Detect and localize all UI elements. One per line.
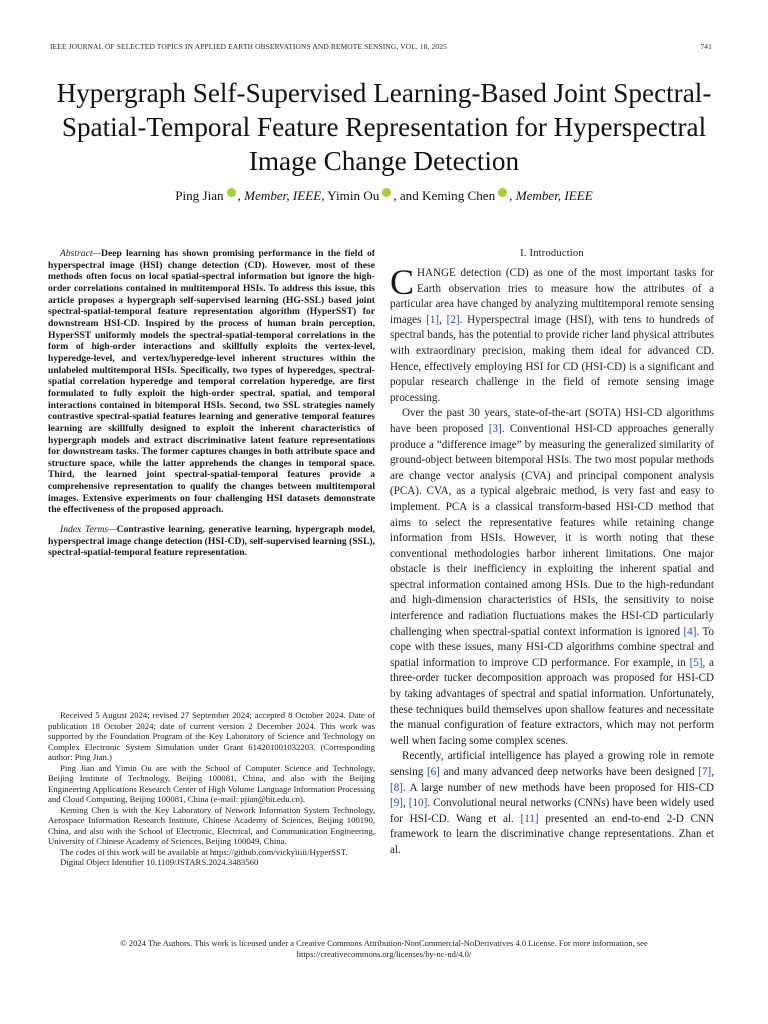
index-terms: [48, 524, 375, 559]
section-heading: I. Introduction: [520, 248, 584, 259]
orcid-icon[interactable]: [498, 188, 507, 197]
citation-link[interactable]: [6]: [426, 766, 440, 778]
footnote-code: The codes of this work will be available at https://github.com/vickyiiiii/HyperSST.: [60, 846, 348, 857]
paragraph-text: . Conventional HSI-CD approaches generally produce a “difference image” by measuring the generalized similarity of ground-object between bitemporal HSIs. The two most popular methods are change vector analysis (CVA) and principal component analysis (PCA). CVA, as a typical algebraic method, is very fast and easy to implement. PCA is a classical transform-based HSI-CD method that aims to select the representative features while retaining change information from HSIs. However, it is worth noting that these conventional methodologies harbor inherent limitations. One major obstacle is their inefficiency in exploiting the inherent spatial and spectral information contained among HSIs. Due to the high-redundant and high-dimension characteristics of HSIs, the sensitivity to noise interference and radiation fluctuations makes the HSI-CD particularly challenging when spectral-spatial context information is ignored: [390, 422, 715, 638]
author-name: Ping Jian: [175, 188, 224, 203]
journal-name: IEEE JOURNAL OF SELECTED TOPICS IN APPLIED EARTH OBSERVATIONS AND REMOTE SENSING, VOL. 18, 2025: [50, 42, 447, 51]
license-text: © 2024 The Authors. This work is licensed under a Creative Commons Attribution-NonCommercial-NoDerivatives 4.0 License. For more information, see: [120, 938, 648, 948]
orcid-icon[interactable]: [227, 188, 236, 197]
paragraph-text: . Hyperspectral image (HSI), with tens to hundreds of spectral bands, has the potential to provide richer land physical attributes with extraordinary precision, making them ideal for advanced CD. Hence, effectively employing HSI for CD (HSI-CD) is a significant and popular research challenge in the field of remote sensing image processing.: [390, 313, 714, 404]
intro-paragraph-1: [390, 262, 714, 406]
abstract-text: Deep learning has shown promising performance in the field of hyperspectral image (HSI) change detection (CD). However, most of these methods often focus on local spatial-spectral information but ignore the high-order correlations contained in multitemporal HSIs. To address this issue, this article proposes a hypergraph self-supervised learning (HG-SSL) based joint spectral-spatial-temporal feature representation algorithm (HyperSST) for downstream HSI-CD. Inspired by the process of human brain perception, HyperSST uniformly models the spectral-spatial-temporal correlations in the form of high-order interactions and skillfully exploits the vertex-level, hyperedge-level, and vertex/hyperedge-level inherent structures within the unlabeled multitemporal HSIs. Specifically, two types of hyperedges, spectral-spatial correlation hyperedge and temporal correlation hyperedge, are first formulated to fully exploit the high-order spectral, spatial, and temporal interactions contained in bitemporal HSIs. Second, two SSL strategies namely contrastive spectral-spatial features learning and generative temporal features learning are skillfully designed to exploit the inherent characteristics of hypergraph models and extract discriminative latent feature representations for downstream tasks. The former captures changes in both attribute space and structure space, while the latter apprehends the changes in temporal space. Third, the learned joint spectral-spatial-temporal features provide a comprehensive representation to qualify the changes between multitemporal images. Extensive experiments on four challenging HSI datasets demonstrate the effectiveness of the proposed approach.: [48, 248, 375, 516]
author-line: Ping Jian , Member, IEEE, Yimin Ou , and Keming Chen , Member, IEEE: [175, 188, 593, 203]
paragraph-text: ,: [439, 313, 447, 326]
citation-link[interactable]: [4]: [683, 625, 697, 638]
citation-link[interactable]: [3]: [488, 422, 502, 435]
footnotes: [48, 710, 375, 868]
citation-link[interactable]: [5]: [689, 656, 703, 669]
author-name: and Keming Chen: [399, 188, 496, 203]
right-column: [390, 248, 714, 859]
paragraph-text: . Convolutional neural networks (CNNs) have been widely used for HSI-CD. Wang et al.: [390, 797, 714, 825]
author-membership: Member, IEEE: [244, 188, 322, 203]
intro-paragraph-2: [390, 406, 714, 749]
footnote-affiliation: Ping Jian and Yimin Ou are with the School of Computer Science and Technology, Beijing Institute of Technology, Beijing 100081, China, and also with the Beijing Engineering Applications Research Center of High Volume Language Information Processing and Cloud Computing, Beijing 100081, China (e-mail: pjian@bit.edu.cn).: [48, 762, 375, 804]
dropcap: C: [390, 262, 415, 302]
author-name: Yimin Ou: [327, 188, 380, 203]
citation-link[interactable]: [9]: [390, 797, 403, 810]
author-membership: Member, IEEE: [515, 188, 593, 203]
abstract-label: Abstract—: [60, 248, 102, 259]
citation-link[interactable]: [8]: [390, 781, 403, 794]
paragraph-text: Recently, artificial intelligence has played a growing role in remote sensing: [390, 750, 714, 778]
citation-link[interactable]: [11]: [520, 812, 539, 825]
paragraph-text: HANGE detection (CD) as one of the most important tasks for Earth observation tries to measure how the attributes of a particular area have changed by analyzing multitemporal remote sensing images: [390, 267, 714, 326]
index-terms-label: Index Terms—: [60, 524, 117, 536]
intro-paragraph-3: [390, 749, 714, 858]
license-url[interactable]: https://creativecommons.org/licenses/by-nc-nd/4.0/: [296, 949, 472, 959]
citation-link[interactable]: [1]: [426, 313, 440, 326]
running-head: [50, 42, 718, 51]
citation-link[interactable]: [2]: [446, 313, 460, 326]
paragraph-text: . A large number of new methods have been proposed for HIS-CD: [402, 781, 714, 794]
left-column: [48, 248, 375, 559]
paragraph-text: . To cope with these issues, many HSI-CD algorithms combine spectral and spatial information to improve CD performance. For example, in: [390, 625, 714, 669]
page-number: 741: [700, 42, 712, 51]
paragraph-text: Over the past 30 years, state-of-the-art (SOTA) HSI-CD algorithms have been proposed: [390, 407, 714, 435]
footnote-doi: Digital Object Identifier 10.1109/JSTARS.2024.3483560: [60, 857, 259, 867]
paragraph-text: presented an end-to-end 2-D CNN framework to learn the discriminative change representations. Zhan et al.: [390, 812, 714, 856]
paragraph-text: ,: [711, 766, 714, 778]
abstract: [48, 248, 375, 516]
footnote-received: Received 5 August 2024; revised 27 September 2024; accepted 8 October 2024. Date of publication 18 October 2024; date of current version 2 December 2024. This work was supported by the Foundation Program of the Key Laboratory of Science and Technology on Complex Electronic System Simulation under Grant 614201001032203. (Corresponding author: Ping Jian.): [48, 710, 375, 762]
paragraph-text: ,: [402, 797, 409, 810]
paper-title: Hypergraph Self-Supervised Learning-Based Joint Spectral-Spatial-Temporal Feature Representation for Hyperspectral Image Change Detection: [56, 78, 712, 176]
license-notice: [40, 938, 728, 960]
index-terms-text: Contrastive learning, generative learning, hypergraph model, hyperspectral image change detection (HSI-CD), self-supervised learning (SSL), spectral-spatial-temporal feature representation.: [48, 524, 376, 559]
citation-link[interactable]: [10]: [408, 797, 428, 810]
paragraph-text: , a three-order tucker decomposition approach was proposed for HSI-CD by taking advantages of spectral and spatial information. Unfortunately, these techniques build themselves upon shallow features and necessitate the manual configuration of feature extractors, which may not perform well when facing some complex scenes.: [390, 656, 714, 747]
citation-link[interactable]: [7]: [698, 766, 712, 778]
orcid-icon[interactable]: [382, 188, 391, 197]
footnote-affiliation: Keming Chen is with the Key Laboratory of Network Information System Technology, Aerospace Information Research Institute, Chinese Academy of Sciences, Beijing 100190, China, and also with the School of Electronic, Electrical, and Communication Engineering, University of Chinese Academy of Sciences, Beijing 100049, China.: [48, 804, 375, 846]
paragraph-text: and many advanced deep networks have been designed: [439, 766, 699, 778]
